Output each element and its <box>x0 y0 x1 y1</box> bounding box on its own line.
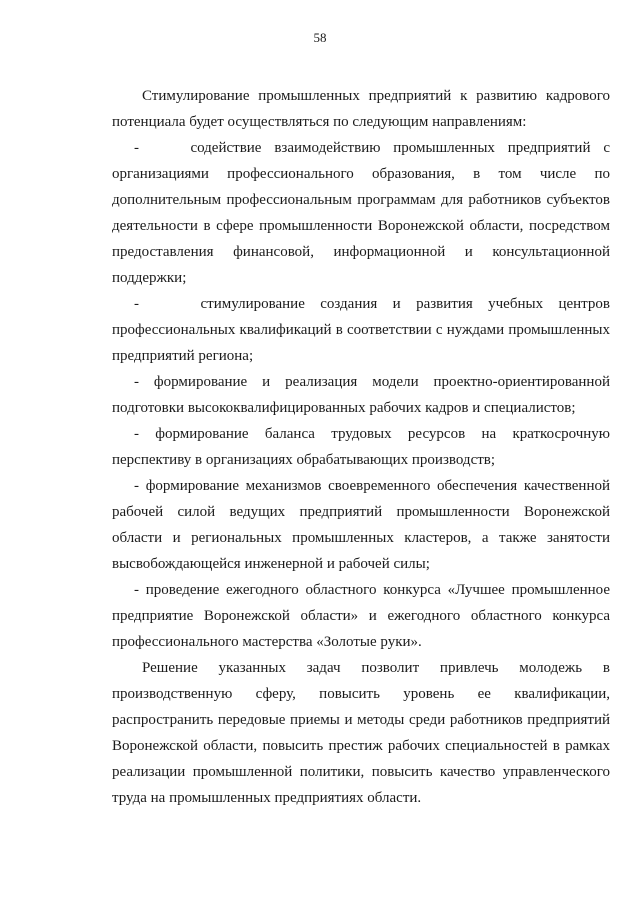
bullet-paragraph-labor-balance: - формирование баланса трудовых ресурсов на краткосрочную перспективу в организациях обрабатывающих производств; <box>112 426 610 468</box>
bullet-paragraph-training-centers: - стимулирование создания и развития учебных центров профессиональных квалификаций в соответствии с нуждами промышленных предприятий региона; <box>112 296 610 364</box>
bullet-paragraph-project-model: - формирование и реализация модели проектно-ориентированной подготовки высококвалифицированных рабочих кадров и специалистов; <box>112 374 610 416</box>
closing-paragraph: Решение указанных задач позволит привлечь молодежь в производственную сферу, повысить уровень ее квалификации, распространить передовые приемы и методы среди работников предприятий Воронежской области, повысить престиж рабочих специальностей в рамках реализации промышленной политики, повысить качество управленческого труда на промышленных предприятиях области. <box>112 660 610 806</box>
document-body <box>112 83 610 811</box>
bullet-paragraph-workforce-mechanisms: - формирование механизмов своевременного обеспечения качественной рабочей силой ведущих предприятий промышленности Воронежской области и региональных промышленных кластеров, а также занятости высвобождающейся инженерной и рабочей силы; <box>112 478 610 572</box>
page-number: 58 <box>313 30 327 45</box>
bullet-paragraph-support-interaction: - содействие взаимодействию промышленных предприятий с организациями профессионального образования, в том числе по дополнительным профессиональным программам для работников субъектов деятельности в сфере промышленности Воронежской области, посредством предоставления финансовой, информационной и консультационной поддержки; <box>112 140 610 286</box>
intro-paragraph: Стимулирование промышленных предприятий к развитию кадрового потенциала будет осуществляться по следующим направлениям: <box>112 88 610 130</box>
bullet-paragraph-competitions: - проведение ежегодного областного конкурса «Лучшее промышленное предприятие Воронежской области» и ежегодного областного конкурса профессионального мастерства «Золотые руки». <box>112 582 610 650</box>
